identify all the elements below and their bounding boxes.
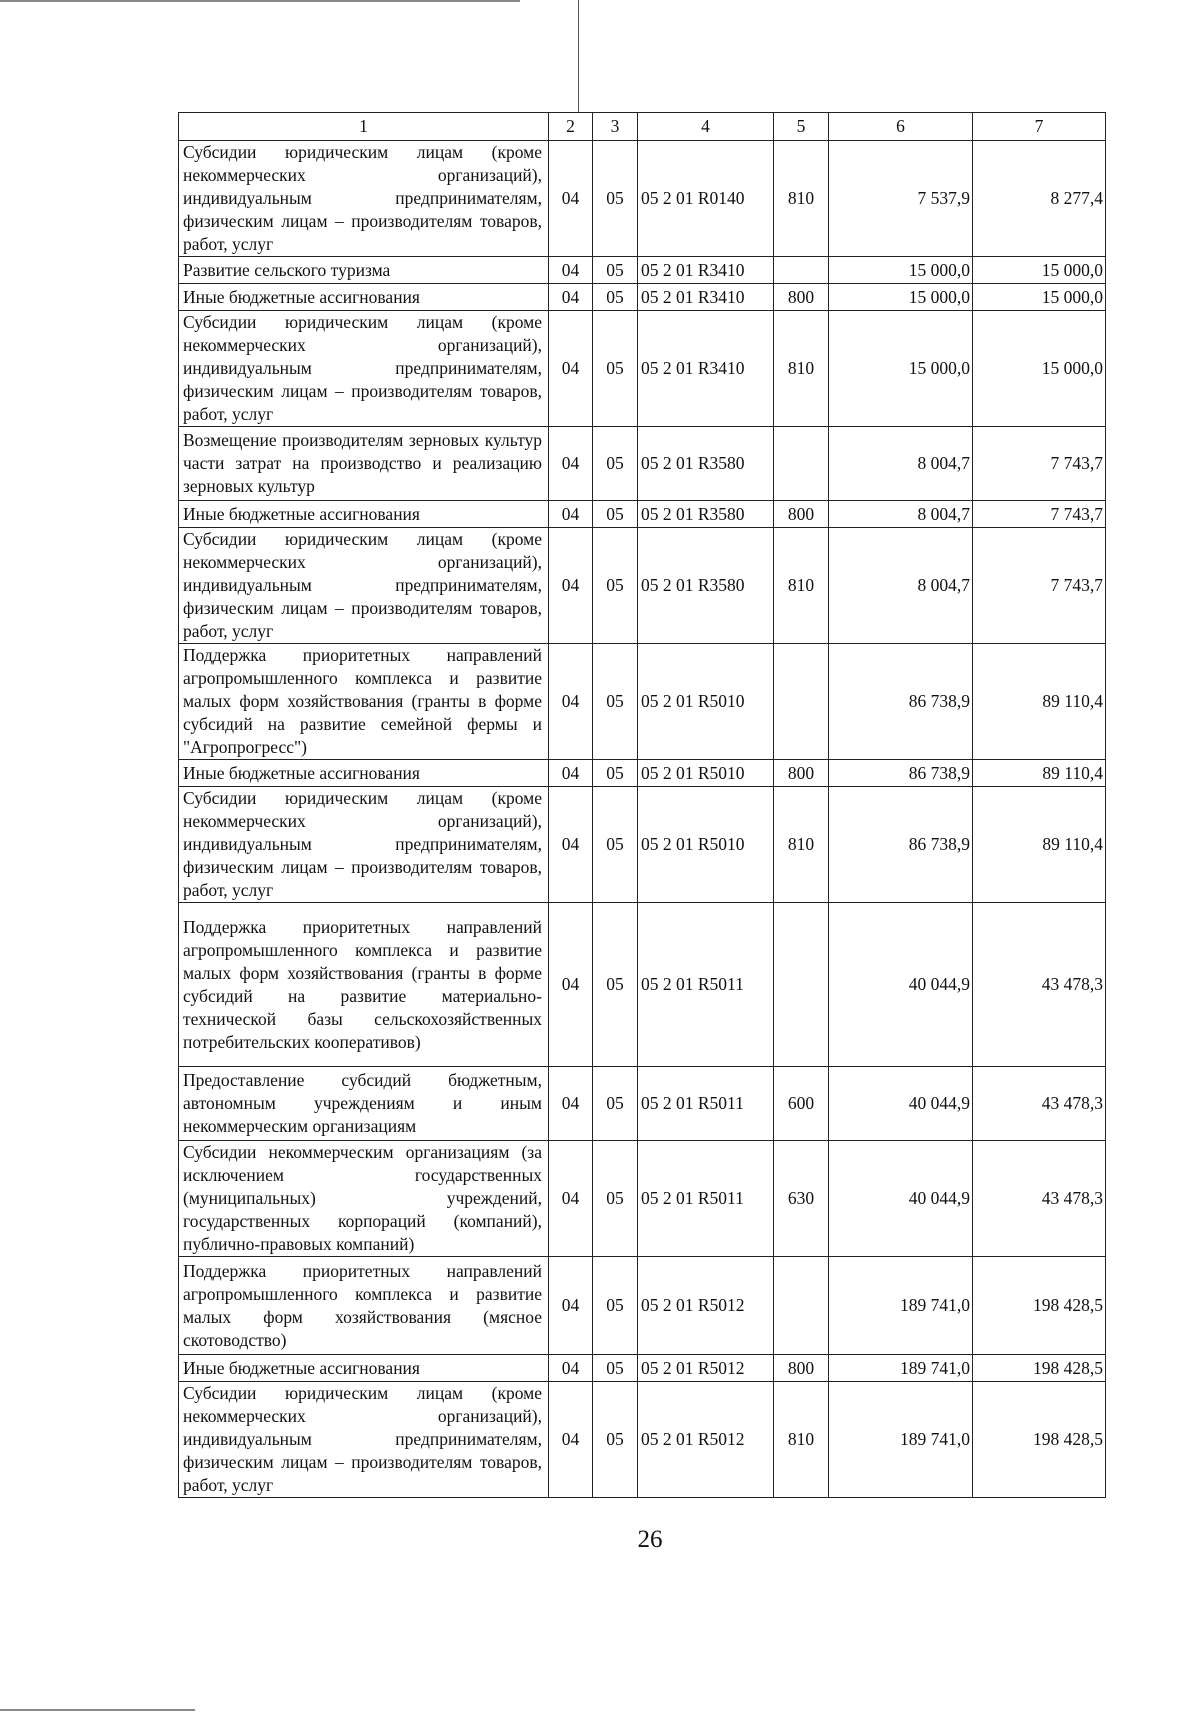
row-name: Поддержка приоритетных направлений агропромышленного комплекса и развитие малых форм хозяйствования (гранты в форме субсидий на развитие материально-технической базы сельскохозяйственных потребительских кооперативов) xyxy=(179,903,549,1067)
row-amount-year1: 86 738,9 xyxy=(829,760,973,787)
table-header-row xyxy=(179,113,1106,141)
row-section: 04 xyxy=(549,760,593,787)
row-target-article: 05 2 01 R3580 xyxy=(638,528,774,644)
row-subsection: 05 xyxy=(593,284,638,311)
table-row xyxy=(179,141,1106,257)
row-section: 04 xyxy=(549,528,593,644)
row-amount-year1: 189 741,0 xyxy=(829,1257,973,1355)
col-header-1: 1 xyxy=(179,113,549,141)
row-section: 04 xyxy=(549,141,593,257)
row-name: Субсидии юридическим лицам (кроме некоммерческих организаций), индивидуальным предпринимателям, физическим лицам – производителям товаров, работ, услуг xyxy=(179,141,549,257)
row-section: 04 xyxy=(549,1355,593,1382)
row-expense-type: 810 xyxy=(774,141,829,257)
col-header-5: 5 xyxy=(774,113,829,141)
budget-table xyxy=(178,112,1106,1498)
row-amount-year2: 7 743,7 xyxy=(973,501,1106,528)
row-amount-year1: 189 741,0 xyxy=(829,1355,973,1382)
table-row xyxy=(179,1067,1106,1141)
row-section: 04 xyxy=(549,427,593,501)
row-name: Поддержка приоритетных направлений агропромышленного комплекса и развитие малых форм хозяйствования (мясное скотоводство) xyxy=(179,1257,549,1355)
row-amount-year1: 8 004,7 xyxy=(829,427,973,501)
row-subsection: 05 xyxy=(593,528,638,644)
row-amount-year1: 86 738,9 xyxy=(829,644,973,760)
row-subsection: 05 xyxy=(593,141,638,257)
row-target-article: 05 2 01 R5010 xyxy=(638,787,774,903)
table-row xyxy=(179,1355,1106,1382)
row-amount-year1: 86 738,9 xyxy=(829,787,973,903)
row-name: Иные бюджетные ассигнования xyxy=(179,501,549,528)
row-target-article: 05 2 01 R5010 xyxy=(638,644,774,760)
col-header-2: 2 xyxy=(549,113,593,141)
row-target-article: 05 2 01 R5011 xyxy=(638,1067,774,1141)
table-row xyxy=(179,528,1106,644)
row-amount-year2: 43 478,3 xyxy=(973,1067,1106,1141)
row-section: 04 xyxy=(549,903,593,1067)
row-amount-year2: 89 110,4 xyxy=(973,760,1106,787)
row-name: Иные бюджетные ассигнования xyxy=(179,1355,549,1382)
row-expense-type xyxy=(774,257,829,284)
row-target-article: 05 2 01 R5012 xyxy=(638,1382,774,1498)
row-name: Субсидии юридическим лицам (кроме некоммерческих организаций), индивидуальным предпринимателям, физическим лицам – производителям товаров, работ, услуг xyxy=(179,528,549,644)
row-expense-type: 630 xyxy=(774,1141,829,1257)
col-header-4: 4 xyxy=(638,113,774,141)
row-name: Возмещение производителям зерновых культур части затрат на производство и реализацию зерновых культур xyxy=(179,427,549,501)
table-row xyxy=(179,257,1106,284)
row-subsection: 05 xyxy=(593,1067,638,1141)
row-subsection: 05 xyxy=(593,644,638,760)
row-subsection: 05 xyxy=(593,427,638,501)
row-target-article: 05 2 01 R5011 xyxy=(638,903,774,1067)
row-target-article: 05 2 01 R0140 xyxy=(638,141,774,257)
row-amount-year1: 15 000,0 xyxy=(829,257,973,284)
row-subsection: 05 xyxy=(593,903,638,1067)
row-section: 04 xyxy=(549,501,593,528)
row-name: Развитие сельского туризма xyxy=(179,257,549,284)
row-target-article: 05 2 01 R5011 xyxy=(638,1141,774,1257)
row-expense-type: 600 xyxy=(774,1067,829,1141)
row-target-article: 05 2 01 R3580 xyxy=(638,427,774,501)
row-amount-year2: 198 428,5 xyxy=(973,1382,1106,1498)
row-expense-type: 810 xyxy=(774,311,829,427)
row-subsection: 05 xyxy=(593,257,638,284)
row-amount-year1: 8 004,7 xyxy=(829,501,973,528)
row-subsection: 05 xyxy=(593,760,638,787)
scan-fold-line xyxy=(578,0,579,112)
page-number: 26 xyxy=(637,1526,663,1553)
row-subsection: 05 xyxy=(593,1355,638,1382)
row-section: 04 xyxy=(549,284,593,311)
row-section: 04 xyxy=(549,1141,593,1257)
table-row xyxy=(179,1257,1106,1355)
row-name: Предоставление субсидий бюджетным, автономным учреждениям и иным некоммерческим организациям xyxy=(179,1067,549,1141)
row-expense-type: 800 xyxy=(774,1355,829,1382)
row-amount-year1: 8 004,7 xyxy=(829,528,973,644)
row-section: 04 xyxy=(549,1382,593,1498)
table-row xyxy=(179,501,1106,528)
row-amount-year1: 7 537,9 xyxy=(829,141,973,257)
row-name: Субсидии юридическим лицам (кроме некоммерческих организаций), индивидуальным предпринимателям, физическим лицам – производителям товаров, работ, услуг xyxy=(179,787,549,903)
table-row xyxy=(179,284,1106,311)
row-target-article: 05 2 01 R3410 xyxy=(638,311,774,427)
row-amount-year2: 7 743,7 xyxy=(973,528,1106,644)
row-section: 04 xyxy=(549,787,593,903)
table-row xyxy=(179,1382,1106,1498)
table-row xyxy=(179,311,1106,427)
row-amount-year1: 40 044,9 xyxy=(829,1141,973,1257)
row-target-article: 05 2 01 R3580 xyxy=(638,501,774,528)
row-amount-year1: 40 044,9 xyxy=(829,903,973,1067)
row-expense-type: 800 xyxy=(774,760,829,787)
col-header-7: 7 xyxy=(973,113,1106,141)
row-subsection: 05 xyxy=(593,1257,638,1355)
row-section: 04 xyxy=(549,644,593,760)
row-subsection: 05 xyxy=(593,1382,638,1498)
row-amount-year2: 198 428,5 xyxy=(973,1257,1106,1355)
table-row xyxy=(179,427,1106,501)
row-section: 04 xyxy=(549,1257,593,1355)
row-amount-year1: 189 741,0 xyxy=(829,1382,973,1498)
row-amount-year2: 43 478,3 xyxy=(973,1141,1106,1257)
col-header-3: 3 xyxy=(593,113,638,141)
row-amount-year2: 89 110,4 xyxy=(973,644,1106,760)
row-expense-type xyxy=(774,644,829,760)
row-target-article: 05 2 01 R5012 xyxy=(638,1355,774,1382)
row-name: Субсидии юридическим лицам (кроме некоммерческих организаций), индивидуальным предпринимателям, физическим лицам – производителям товаров, работ, услуг xyxy=(179,311,549,427)
row-amount-year2: 15 000,0 xyxy=(973,257,1106,284)
row-expense-type xyxy=(774,903,829,1067)
row-expense-type: 810 xyxy=(774,528,829,644)
row-section: 04 xyxy=(549,311,593,427)
row-expense-type xyxy=(774,427,829,501)
row-amount-year2: 8 277,4 xyxy=(973,141,1106,257)
row-target-article: 05 2 01 R5010 xyxy=(638,760,774,787)
row-amount-year2: 15 000,0 xyxy=(973,284,1106,311)
row-section: 04 xyxy=(549,257,593,284)
row-expense-type: 810 xyxy=(774,1382,829,1498)
row-expense-type: 800 xyxy=(774,284,829,311)
row-amount-year2: 43 478,3 xyxy=(973,903,1106,1067)
row-section: 04 xyxy=(549,1067,593,1141)
scan-top-edge xyxy=(0,0,520,2)
row-subsection: 05 xyxy=(593,1141,638,1257)
row-amount-year2: 7 743,7 xyxy=(973,427,1106,501)
row-subsection: 05 xyxy=(593,501,638,528)
table-row xyxy=(179,787,1106,903)
row-amount-year1: 40 044,9 xyxy=(829,1067,973,1141)
row-amount-year2: 15 000,0 xyxy=(973,311,1106,427)
row-name: Поддержка приоритетных направлений агропромышленного комплекса и развитие малых форм хозяйствования (гранты в форме субсидий на развитие семейной фермы и "Агропрогресс") xyxy=(179,644,549,760)
row-subsection: 05 xyxy=(593,311,638,427)
table-row xyxy=(179,760,1106,787)
row-amount-year2: 89 110,4 xyxy=(973,787,1106,903)
row-name: Субсидии юридическим лицам (кроме некоммерческих организаций), индивидуальным предпринимателям, физическим лицам – производителям товаров, работ, услуг xyxy=(179,1382,549,1498)
row-amount-year2: 198 428,5 xyxy=(973,1355,1106,1382)
row-amount-year1: 15 000,0 xyxy=(829,311,973,427)
row-name: Иные бюджетные ассигнования xyxy=(179,284,549,311)
row-subsection: 05 xyxy=(593,787,638,903)
row-expense-type xyxy=(774,1257,829,1355)
table-row xyxy=(179,903,1106,1067)
row-expense-type: 800 xyxy=(774,501,829,528)
row-name: Субсидии некоммерческим организациям (за исключением государственных (муниципальных) учреждений, государственных корпораций (компаний), публично-правовых компаний) xyxy=(179,1141,549,1257)
row-target-article: 05 2 01 R3410 xyxy=(638,257,774,284)
table-row xyxy=(179,1141,1106,1257)
row-target-article: 05 2 01 R5012 xyxy=(638,1257,774,1355)
row-target-article: 05 2 01 R3410 xyxy=(638,284,774,311)
scan-bottom-edge xyxy=(0,1709,195,1711)
row-name: Иные бюджетные ассигнования xyxy=(179,760,549,787)
row-amount-year1: 15 000,0 xyxy=(829,284,973,311)
row-expense-type: 810 xyxy=(774,787,829,903)
col-header-6: 6 xyxy=(829,113,973,141)
table-row xyxy=(179,644,1106,760)
